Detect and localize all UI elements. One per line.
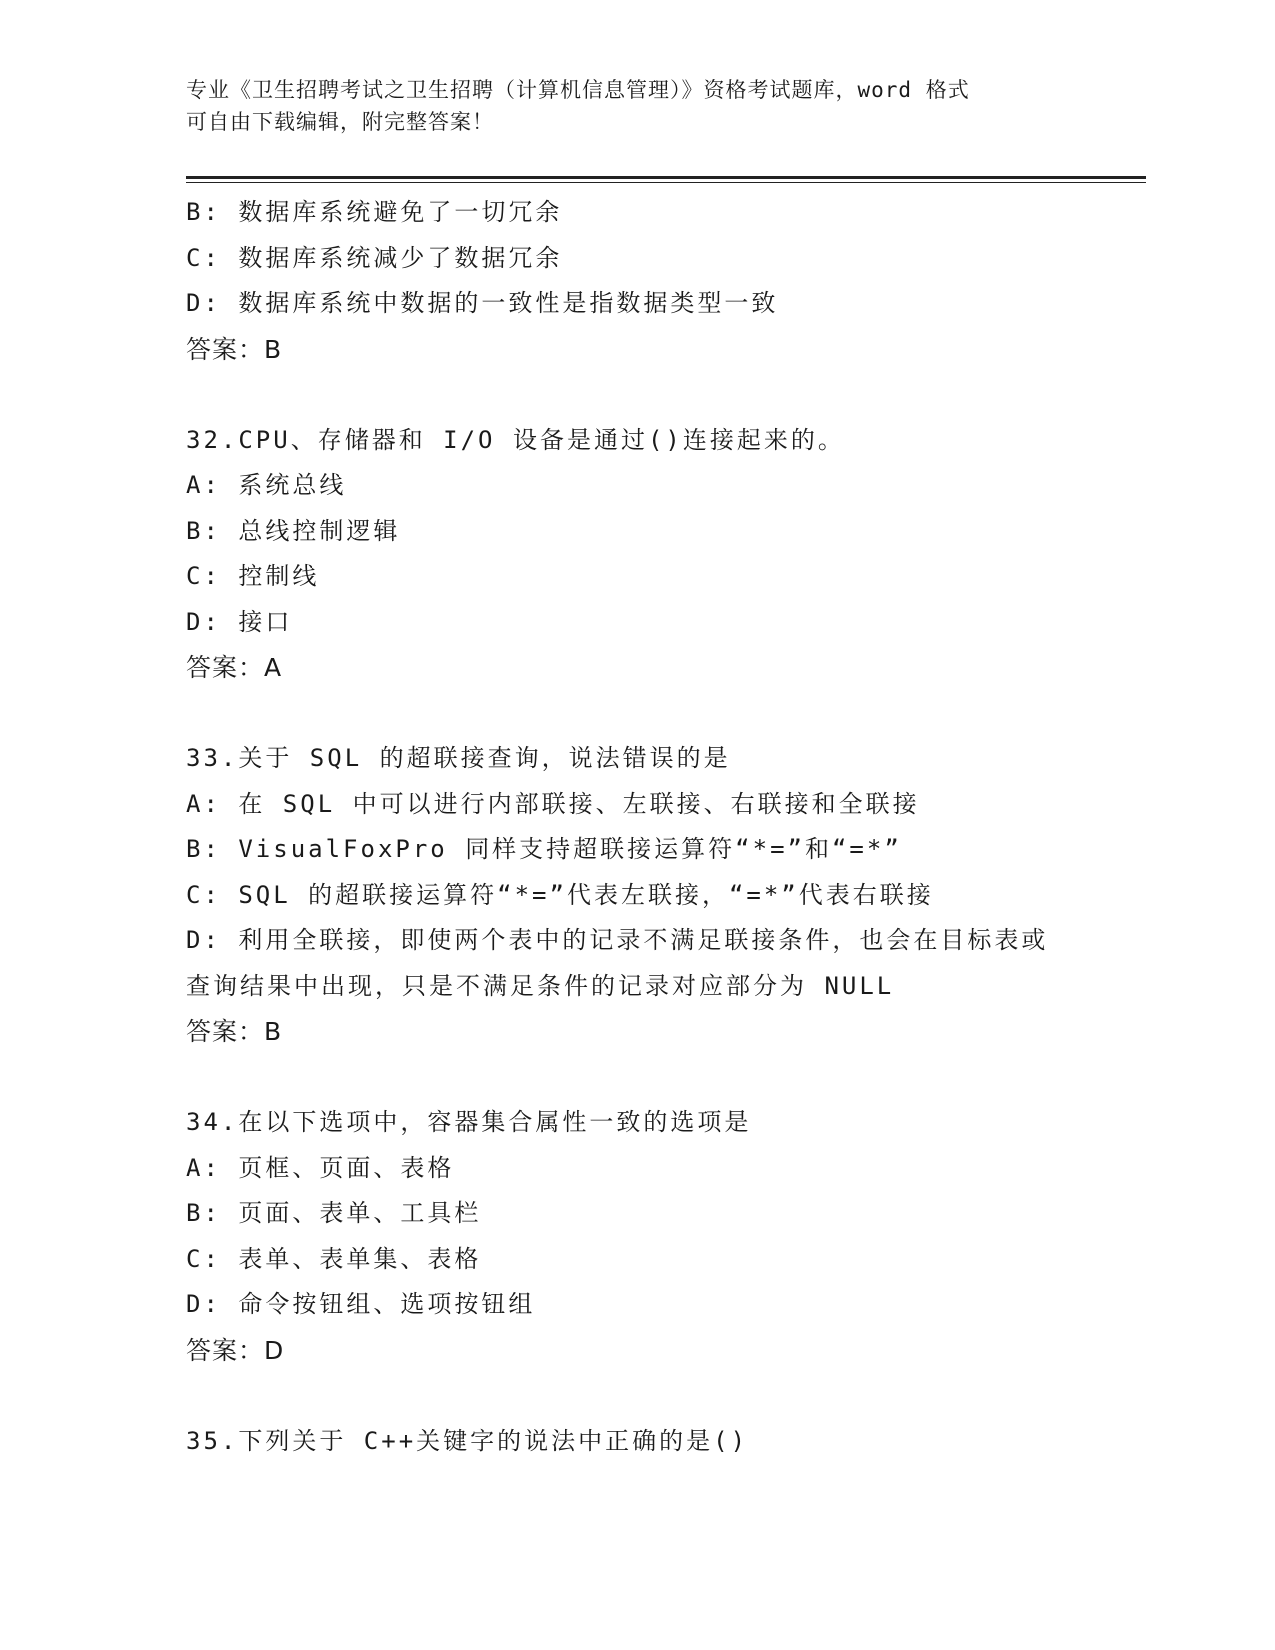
answer-label: 答案：B xyxy=(186,334,283,364)
header-line-1: 专业《卫生招聘考试之卫生招聘（计算机信息管理）》资格考试题库，word 格式 xyxy=(186,78,970,102)
option-d: D: 命令按钮组、选项按钮组 xyxy=(186,1290,536,1318)
question-stem: 33.关于 SQL 的超联接查询，说法错误的是 xyxy=(186,744,731,772)
option-d: D: 利用全联接，即使两个表中的记录不满足联接条件，也会在目标表或查询结果中出现，只是不满足条件的记录对应部分为 NULL xyxy=(186,926,1049,1000)
answer-label: 答案：A xyxy=(186,653,283,682)
option-a: A: 系统总线 xyxy=(186,471,347,499)
question-block-34 xyxy=(186,1100,1086,1373)
option-c: C: 数据库系统减少了数据冗余 xyxy=(186,243,563,272)
option-d: D: 接口 xyxy=(186,607,293,636)
question-stem: 34.在以下选项中，容器集合属性一致的选项是 xyxy=(186,1108,752,1136)
answer-label: 答案：B xyxy=(186,1017,283,1046)
option-b: B: 页面、表单、工具栏 xyxy=(186,1199,482,1227)
option-b: B: VisualFoxPro 同样支持超联接运算符“*=”和“=*” xyxy=(186,835,902,863)
header-divider-thin xyxy=(186,182,1146,183)
header-line-2: 可自由下载编辑，附完整答案！ xyxy=(186,110,494,134)
option-b: B: 数据库系统避免了一切冗余 xyxy=(186,198,563,226)
question-stem: 32.CPU、存储器和 I/O 设备是通过()连接起来的。 xyxy=(186,425,845,454)
question-block-33 xyxy=(186,736,1086,1055)
option-a: A: 页框、页面、表格 xyxy=(186,1153,455,1182)
option-c: C: 表单、表单集、表格 xyxy=(186,1244,482,1273)
question-block-35 xyxy=(186,1419,1086,1465)
question-stem: 35.下列关于 C++关键字的说法中正确的是() xyxy=(186,1426,749,1455)
option-b: B: 总线控制逻辑 xyxy=(186,516,401,545)
option-a: A: 在 SQL 中可以进行内部联接、左联接、右联接和全联接 xyxy=(186,789,920,818)
answer-label: 答案：D xyxy=(186,1335,285,1365)
question-list xyxy=(186,190,1086,1464)
option-d: D: 数据库系统中数据的一致性是指数据类型一致 xyxy=(186,289,779,317)
header-divider-thick xyxy=(186,176,1146,179)
spacer xyxy=(186,372,1086,418)
question-block-32 xyxy=(186,418,1086,691)
spacer xyxy=(186,1055,1086,1101)
option-c: C: SQL 的超联接运算符“*=”代表左联接，“=*”代表右联接 xyxy=(186,880,934,909)
question-block-31 xyxy=(186,190,1086,372)
spacer xyxy=(186,1373,1086,1419)
option-c: C: 控制线 xyxy=(186,562,320,590)
spacer xyxy=(186,691,1086,737)
document-header xyxy=(186,74,1086,138)
